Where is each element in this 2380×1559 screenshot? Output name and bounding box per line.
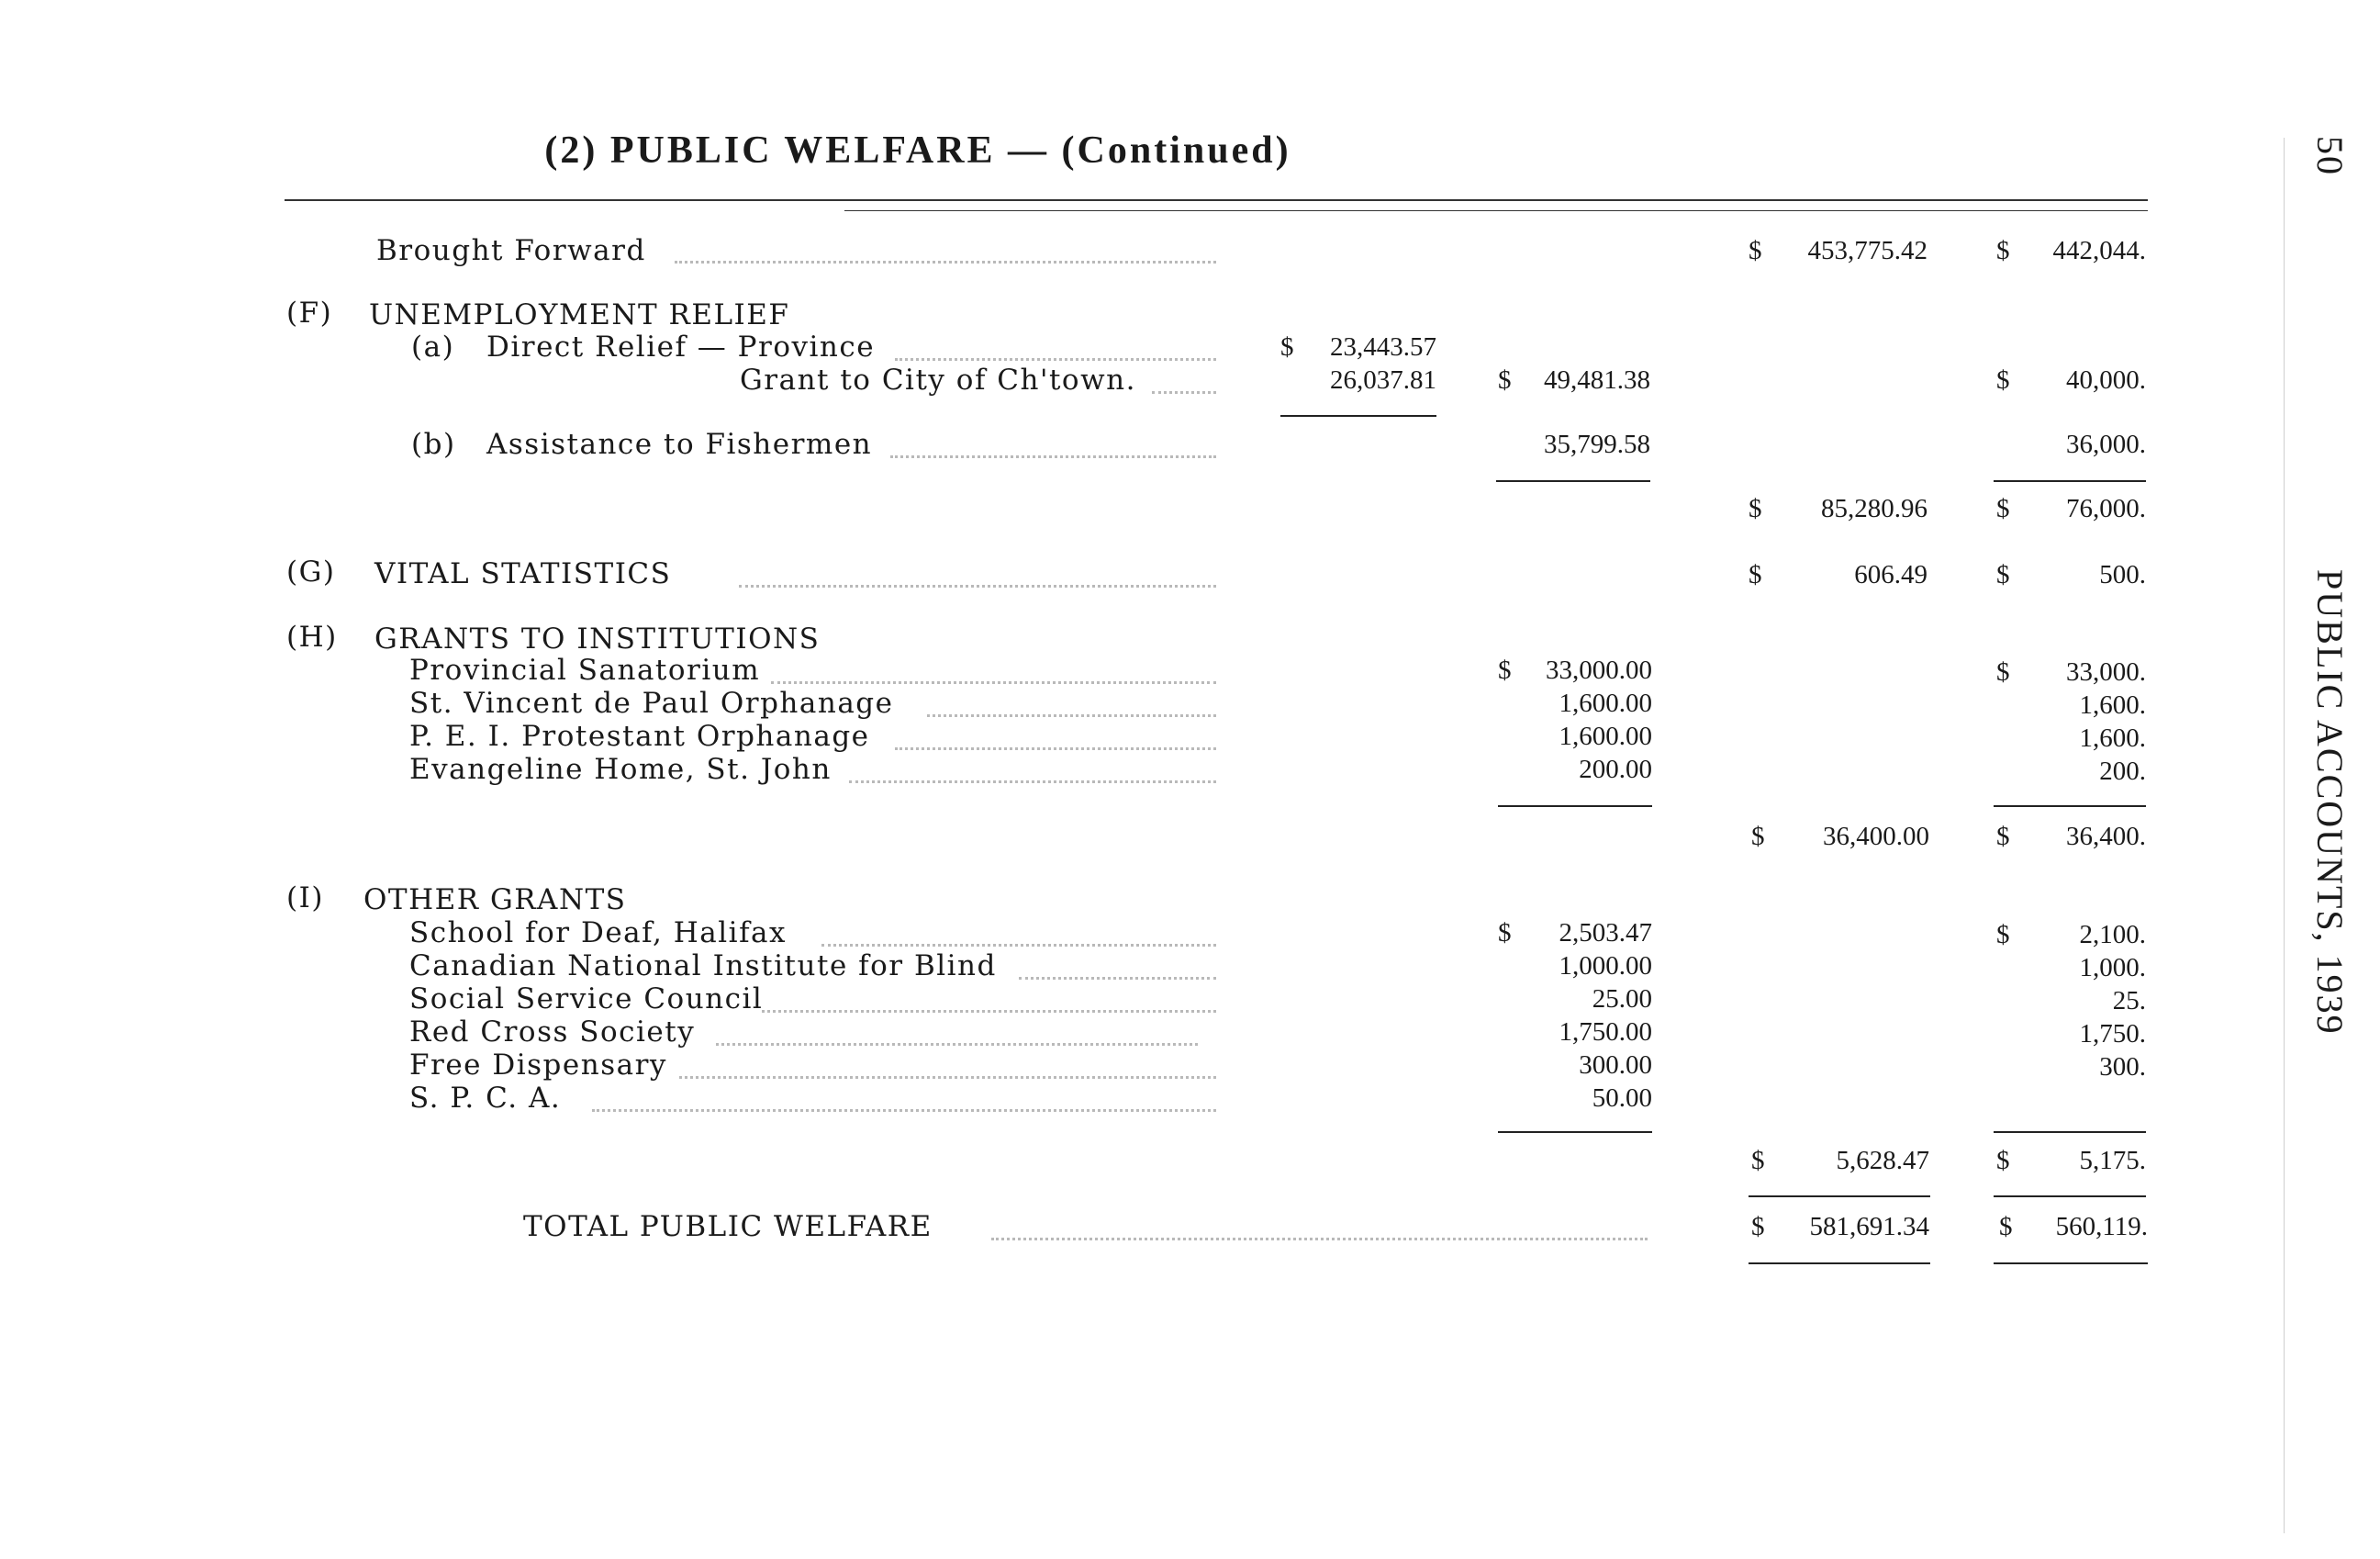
estimate-amount: 1,750. [2079, 1019, 2146, 1049]
section-total: 606.49 [1854, 560, 1927, 589]
section-est-dollar: $ [1996, 1146, 2010, 1175]
section-est-total: 76,000. [2066, 494, 2146, 523]
section-total-dollar: $ [1751, 1146, 1765, 1175]
page-title: (2) PUBLIC WELFARE — (Continued) [544, 129, 1291, 172]
line-amount: 1,600.00 [1559, 722, 1652, 751]
brought-forward-estimate: 442,044. [2052, 236, 2146, 265]
line-label: School for Deaf, Halifax [409, 916, 788, 949]
estimate-amount: 33,000. [2066, 657, 2146, 687]
estimate-amount: 200. [2099, 757, 2146, 786]
underline [1749, 1195, 1930, 1197]
underline [1498, 1131, 1652, 1133]
underline [1994, 805, 2146, 807]
grand-total-est-dollar: $ [1999, 1212, 2013, 1241]
line-amount: 26,037.81 [1330, 365, 1436, 395]
section-total-dollar: $ [1749, 560, 1762, 589]
estimate-amount: 1,000. [2079, 953, 2146, 982]
line-label: St. Vincent de Paul Orphanage [409, 687, 894, 720]
section-code: (F) [286, 297, 333, 330]
estimate-amount: 1,600. [2079, 690, 2146, 720]
subtotal-amount: 49,481.38 [1544, 365, 1650, 395]
section-est-dollar: $ [1996, 560, 2010, 589]
line-amount: 200.00 [1579, 755, 1652, 784]
estimate-amount: 36,000. [2066, 430, 2146, 459]
brought-forward-est-dollar: $ [1996, 236, 2010, 265]
line-label: Provincial Sanatorium [409, 654, 761, 687]
line-amount: 1,000.00 [1559, 951, 1652, 981]
section-code: (I) [286, 881, 324, 914]
section-est-total: 500. [2099, 560, 2146, 589]
line-label: Canadian National Institute for Blind [409, 949, 997, 982]
leader-dots [991, 1238, 1648, 1240]
estimate-amount: 2,100. [2079, 920, 2146, 949]
section-heading: UNEMPLOYMENT RELIEF [369, 298, 790, 331]
estimate-dollar: $ [1996, 920, 2010, 949]
section-total-dollar: $ [1749, 494, 1762, 523]
estimate-dollar: $ [1996, 657, 2010, 687]
subtotal-dollar: $ [1498, 365, 1512, 395]
double-underline [1994, 1262, 2148, 1264]
section-total-dollar: $ [1751, 822, 1765, 851]
estimate-amount: 40,000. [2066, 365, 2146, 395]
section-est-total: 36,400. [2066, 822, 2146, 851]
section-code: (G) [286, 555, 336, 589]
header-rule [285, 199, 2148, 201]
leader-dots [716, 1043, 1198, 1046]
line-label: Evangeline Home, St. John [409, 753, 832, 786]
line-code: (b) [411, 428, 456, 461]
grand-total-actual: 581,691.34 [1809, 1212, 1929, 1241]
line-amount: 300.00 [1579, 1050, 1652, 1080]
leader-dots [895, 747, 1216, 750]
leader-dots [762, 1010, 1216, 1013]
section-est-dollar: $ [1996, 822, 2010, 851]
underline [1496, 480, 1650, 482]
brought-forward-dollar: $ [1749, 236, 1762, 265]
line-amount: 1,600.00 [1559, 689, 1652, 718]
grand-total-estimate: 560,119. [2055, 1212, 2148, 1241]
side-divider [2284, 138, 2285, 1533]
section-est-total: 5,175. [2079, 1146, 2146, 1175]
line-label: Assistance to Fishermen [486, 428, 873, 461]
estimate-amount: 1,600. [2079, 723, 2146, 753]
leader-dots [592, 1109, 1216, 1112]
double-underline [1749, 1262, 1930, 1264]
underline [1994, 1195, 2146, 1197]
estimate-dollar: $ [1996, 365, 2010, 395]
line-label: Free Dispensary [409, 1049, 667, 1082]
line-amount: 50.00 [1592, 1083, 1652, 1113]
section-heading: OTHER GRANTS [363, 883, 627, 916]
grand-total-dollar: $ [1751, 1212, 1765, 1241]
leader-dots [821, 944, 1216, 947]
running-head: PUBLIC ACCOUNTS, 1939 [2309, 569, 2351, 1036]
line-code: (a) [411, 331, 455, 364]
line-amount: 25.00 [1592, 984, 1652, 1014]
underline [1994, 1131, 2146, 1133]
line-amount: 2,503.47 [1559, 918, 1652, 948]
underline [1280, 415, 1436, 417]
amount-dollar: $ [1498, 918, 1512, 948]
line-amount: 35,799.58 [1544, 430, 1650, 459]
brought-forward-label: Brought Forward [376, 234, 646, 267]
leader-dots [739, 585, 1216, 588]
leader-dots [675, 261, 1216, 264]
section-code: (H) [286, 621, 338, 654]
leader-dots [771, 681, 1216, 684]
grand-total-label: TOTAL PUBLIC WELFARE [523, 1210, 933, 1243]
leader-dots [895, 358, 1216, 361]
section-est-dollar: $ [1996, 494, 2010, 523]
leader-dots [1152, 391, 1216, 394]
line-label: P. E. I. Protestant Orphanage [409, 720, 870, 753]
line-amount: 33,000.00 [1546, 656, 1652, 685]
underline [1498, 805, 1652, 807]
line-label: Direct Relief — Province [486, 331, 876, 364]
leader-dots [679, 1076, 1216, 1079]
header-rule-lower [844, 210, 2148, 211]
underline [1994, 480, 2146, 482]
brought-forward-actual: 453,775.42 [1807, 236, 1927, 265]
amount-dollar: $ [1280, 332, 1294, 362]
leader-dots [849, 780, 1216, 783]
line-amount: 23,443.57 [1330, 332, 1436, 362]
page-number: 50 [2309, 136, 2351, 176]
amount-dollar: $ [1498, 656, 1512, 685]
line-label: Social Service Council [409, 982, 764, 1015]
section-total: 36,400.00 [1823, 822, 1929, 851]
estimate-amount: 300. [2099, 1052, 2146, 1082]
line-label: Grant to City of Ch'town. [740, 364, 1136, 397]
leader-dots [927, 714, 1216, 717]
leader-dots [1019, 977, 1216, 980]
line-label: S. P. C. A. [409, 1082, 562, 1115]
leader-dots [890, 455, 1216, 458]
section-total: 85,280.96 [1821, 494, 1927, 523]
line-amount: 1,750.00 [1559, 1017, 1652, 1047]
line-label: Red Cross Society [409, 1015, 696, 1049]
section-heading: VITAL STATISTICS [374, 557, 672, 590]
section-total: 5,628.47 [1836, 1146, 1929, 1175]
estimate-amount: 25. [2112, 986, 2146, 1015]
section-heading: GRANTS TO INSTITUTIONS [374, 622, 821, 656]
